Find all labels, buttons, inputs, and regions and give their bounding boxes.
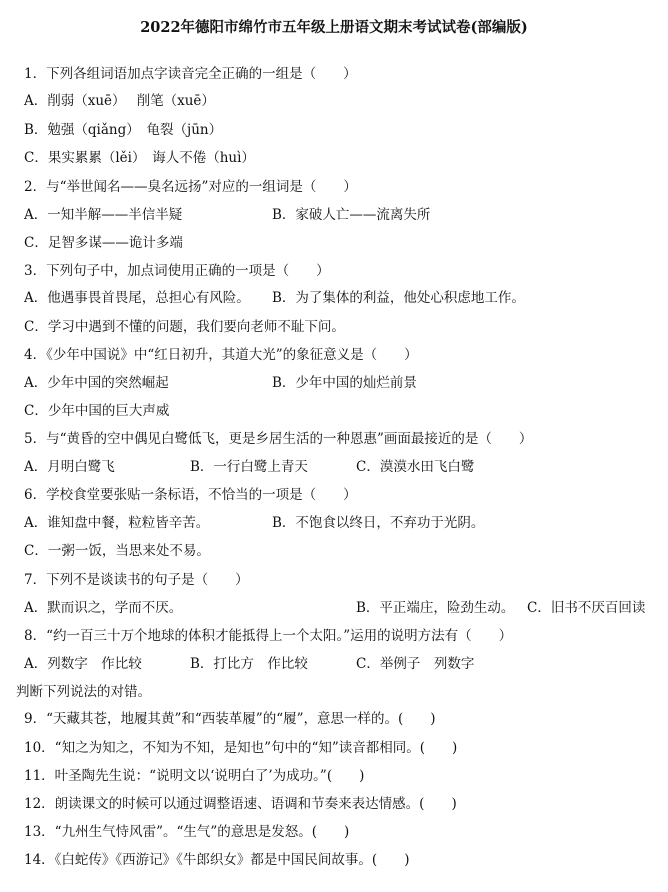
- question-1-option-a: A．削弱（xuē） 削笔（xuē）: [24, 93, 215, 109]
- question-6-option-b: B．不饱食以终日，不弃功于光阴。: [272, 515, 485, 531]
- question-12: 12．朗读课文的时候可以通过调整语速、语调和节奏来表达情感。( ): [24, 796, 457, 812]
- question-4-option-a: A．少年中国的突然崛起: [24, 375, 169, 391]
- question-5-option-a: A．月明白鹭飞: [24, 459, 115, 475]
- question-13: 13．“九州生气恃风雷”。“生气”的意思是发怒。( ): [24, 824, 350, 840]
- question-8-option-a: A．列数字 作比较: [24, 656, 142, 672]
- question-14: 14．《白蛇传》《西游记》《牛郎织女》都是中国民间故事。( ): [24, 852, 410, 868]
- question-2-option-c: C．足智多谋——诡计多端: [24, 235, 183, 251]
- question-5-stem: 5．与“黄昏的空中偶见白鹭低飞，更是乡居生活的一种恩惠”画面最接近的是（ ）: [24, 431, 533, 447]
- question-3-option-b: B．为了集体的利益，他处心积虑地工作。: [272, 290, 525, 306]
- question-6-stem: 6．学校食堂要张贴一条标语，不恰当的一项是（ ）: [24, 487, 357, 503]
- question-8-stem: 8．“约一百三十万个地球的体积才能抵得上一个太阳。”运用的说明方法有（ ）: [24, 628, 513, 644]
- question-2-option-a: A．一知半解——半信半疑: [24, 207, 183, 223]
- question-8-option-c: C．举例子 列数字: [356, 656, 475, 672]
- question-7-option-c: C．旧书不厌百回读: [527, 600, 646, 616]
- question-8-option-b: B．打比方 作比较: [190, 656, 308, 672]
- question-7-stem: 7．下列不是谈读书的句子是（ ）: [24, 572, 249, 588]
- question-4-option-b: B．少年中国的灿烂前景: [272, 375, 417, 391]
- question-7-option-a: A．默而识之，学而不厌。: [24, 600, 183, 616]
- question-10: 10．“知之为知之，不知为不知，是知也”句中的“知”读音都相同。( ): [24, 740, 458, 756]
- question-5-option-b: B．一行白鹭上青天: [190, 459, 308, 475]
- question-3-stem: 3．下列句子中，加点词使用正确的一项是（ ）: [24, 263, 330, 279]
- exam-title: 2022年德阳市绵竹市五年级上册语文期末考试试卷(部编版): [140, 19, 528, 36]
- question-4-option-c: C．少年中国的巨大声威: [24, 403, 170, 419]
- question-2-stem: 2．与“举世闻名——臭名远扬”对应的一组词是（ ）: [24, 179, 357, 195]
- question-4-stem: 4．《少年中国说》中“红日初升，其道大光”的象征意义是（ ）: [24, 347, 418, 363]
- question-11: 11．叶圣陶先生说：“说明文以‘说明白了’为成功。”( ): [24, 768, 365, 784]
- question-3-option-c: C．学习中遇到不懂的问题，我们要向老师不耻下问。: [24, 319, 345, 335]
- question-2-option-b: B．家破人亡——流离失所: [272, 207, 431, 223]
- question-6-option-c: C．一粥一饭，当思来处不易。: [24, 543, 210, 559]
- section-heading-judge: 判断下列说法的对错。: [16, 684, 151, 700]
- question-6-option-a: A．谁知盘中餐，粒粒皆辛苦。: [24, 515, 210, 531]
- question-9: 9．“天藏其苍，地履其黄”和“西装革履”的“履”，意思一样的。( ): [24, 711, 436, 727]
- question-3-option-a: A．他遇事畏首畏尾，总担心有风险。: [24, 290, 250, 306]
- question-1-stem: 1．下列各组词语加点字读音完全正确的一组是（ ）: [24, 66, 357, 82]
- question-5-option-c: C．漠漠水田飞白鹭: [356, 459, 475, 475]
- question-1-option-c: C．果实累累（lěi） 诲人不倦（huì）: [24, 150, 255, 166]
- question-1-option-b: B．勉强（qiǎng） 龟裂（jūn）: [24, 122, 223, 138]
- question-7-option-b: B．平正端庄，险劲生动。: [356, 600, 515, 616]
